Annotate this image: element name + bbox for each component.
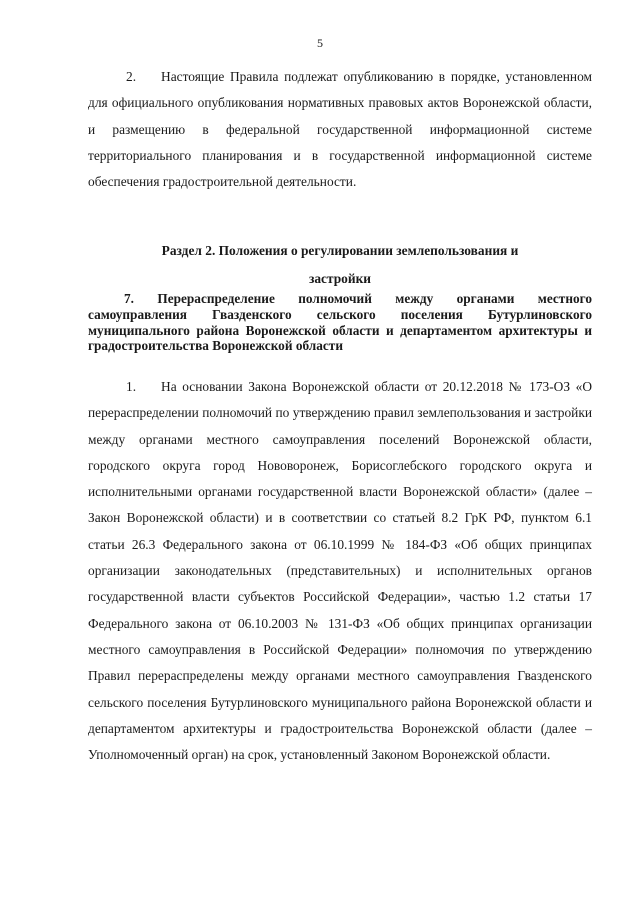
paragraph-1-text: На основании Закона Воронежской области от 20.12.2018 № 173-ОЗ «О перераспределении полномочий по утверждению правил землепользования и застройки между органами местного самоуправления поселений Воронежской области, городского округа город Нововоронеж, Борисоглебского городского округа и исполнительными органами государственной власти Воронежской области» (далее – Закон Воронежской области) и в соответствии со статьей 8.2 ГрК РФ, пунктом 6.1 статьи 26.3 Федерального закона от 06.10.1999 № 184-ФЗ «Об общих принципах организации законодательных (представительных) и исполнительных органов государственной власти субъектов Российской Федерации», частью 1.2 статьи 17 Федерального закона от 06.10.2003 № 131-ФЗ «Об общих принципах организации местного самоуправления в Российской Федерации» полномочия по утверждению Правил перераспределены между органами местного самоуправления Гвазденского сельского поселения Бутурлиновского муниципального района Воронежской области и департаментом архитектуры и градостроительства Воронежской области (далее – Уполномоченный орган) на срок, установленный Законом Воронежской области.	[88, 379, 592, 763]
page-number: 5	[317, 36, 323, 50]
paragraph-1	[88, 374, 592, 768]
section-heading-line2: застройки	[308, 271, 372, 286]
article-heading	[88, 291, 592, 354]
section-heading-line1: Раздел 2. Положения о регулировании землепользования и	[161, 243, 519, 258]
section-heading	[88, 237, 592, 293]
paragraph-2	[88, 64, 592, 195]
paragraph-2-text: Настоящие Правила подлежат опубликованию в порядке, установленном для официального опубликования нормативных правовых актов Воронежской области, и размещению в федеральной государственной информационной системе территориального планирования и в государственной информационной системе обеспечения градостроительной деятельности.	[88, 69, 592, 190]
paragraph-1-number: 1.	[126, 379, 137, 394]
article-heading-text: 7. Перераспределение полномочий между органами местного самоуправления Гвазденского сельского поселения Бутурлиновского муниципального района Воронежской области и департаментом архитектуры и градостроительства Воронежской области	[88, 291, 592, 354]
paragraph-2-number: 2.	[126, 69, 137, 84]
